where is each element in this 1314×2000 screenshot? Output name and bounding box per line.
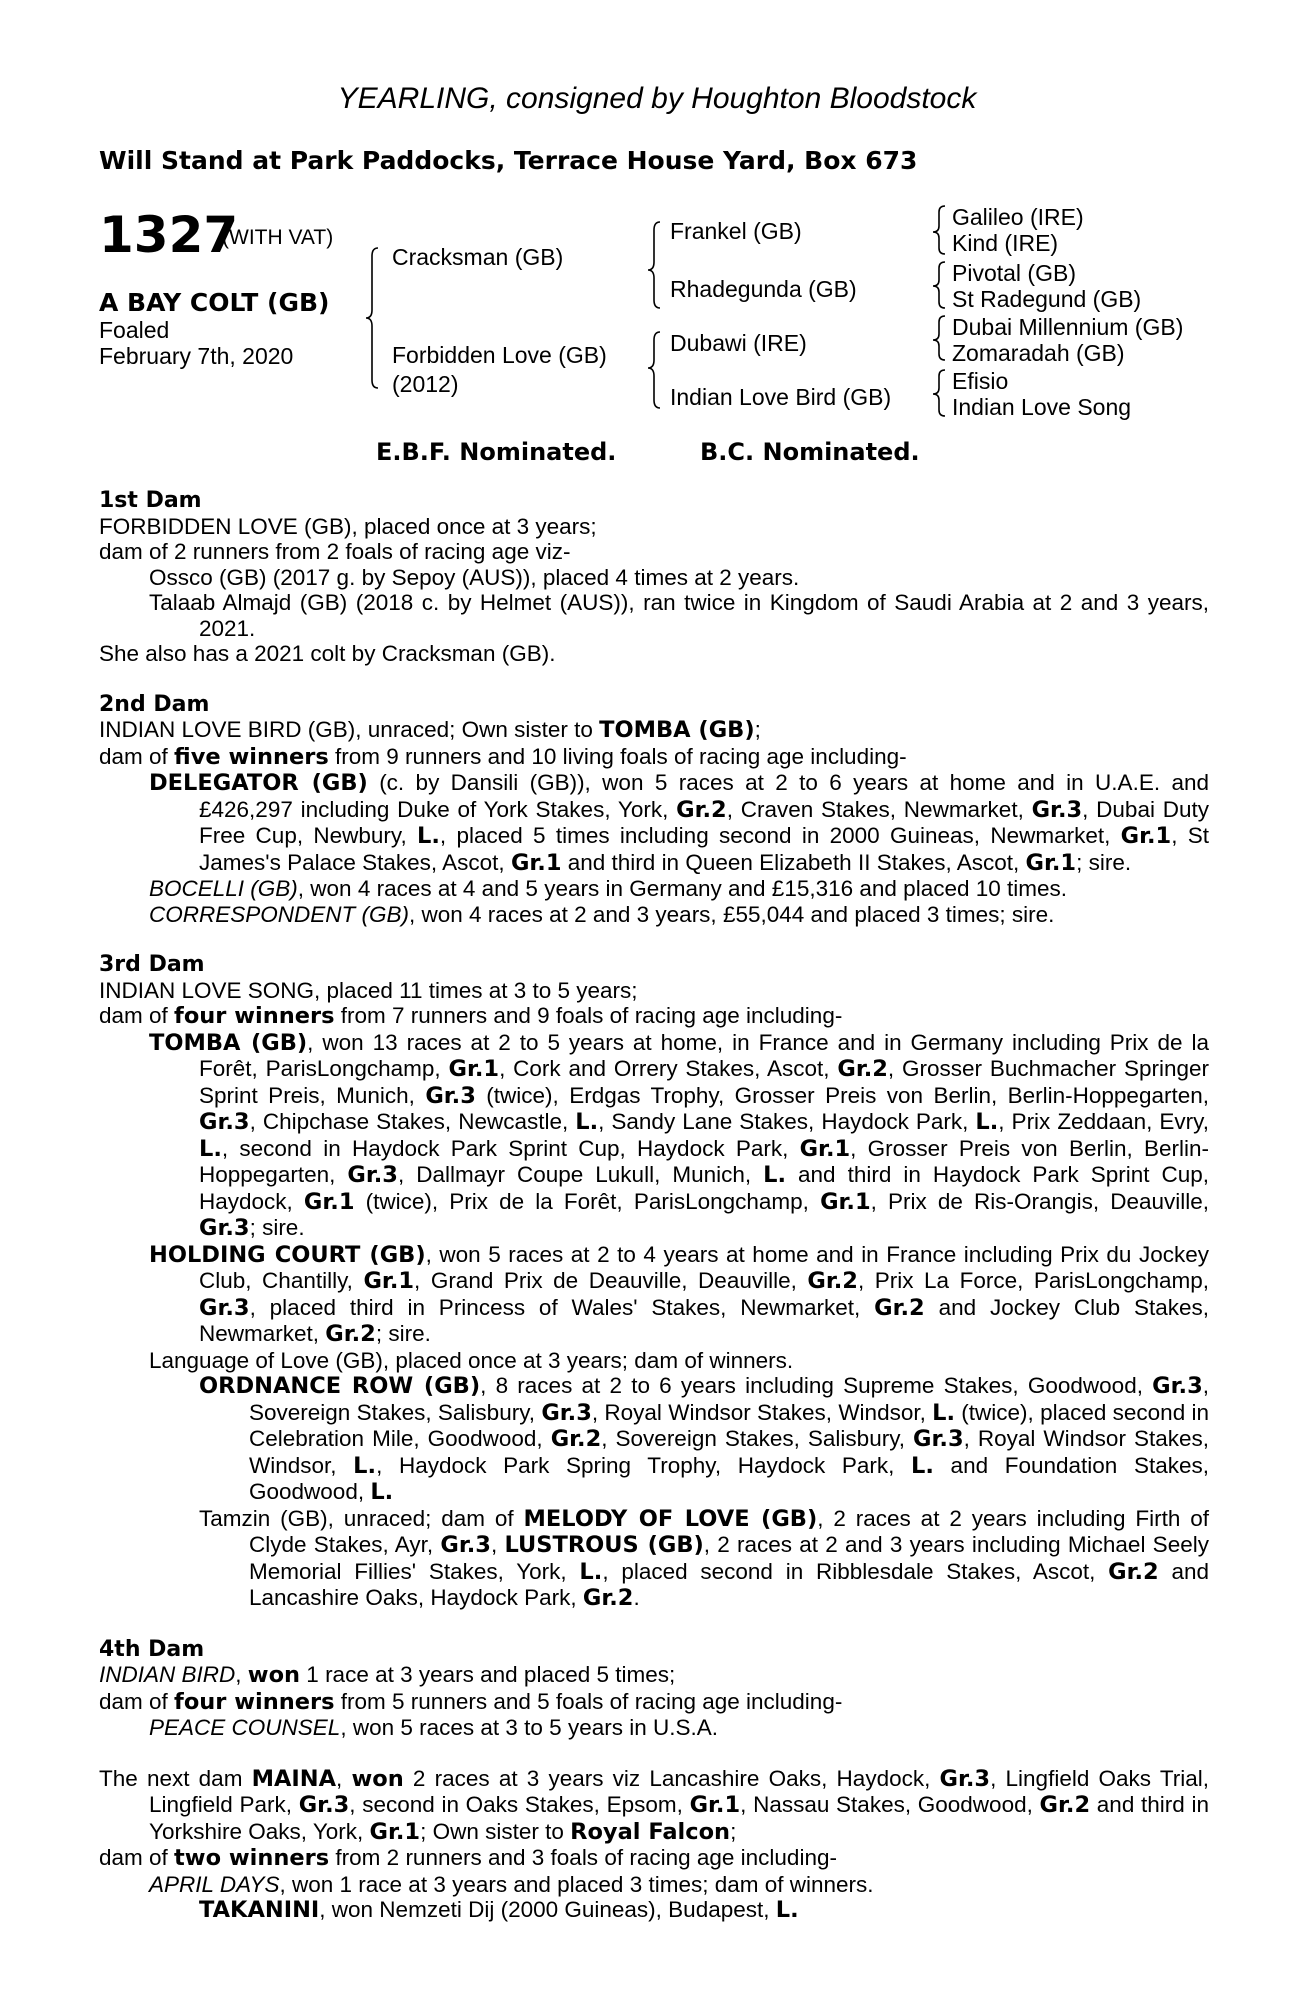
dam-name: Forbidden Love (GB) [392, 342, 607, 368]
entry-holding-court: HOLDING COURT (GB), won 5 races at 2 to 4 years at home and in France including Prix du Jockey Club, Chantilly, Gr.1, Grand Prix de Deauville, Deauville, Gr.2, Prix La Force, ParisLongchamp, Gr.3, placed third in Princess of Wales' Stakes, Newmarket, Gr.2 and Jockey Club Stakes, Newmarket, Gr.2; sire. [149, 1241, 1210, 1347]
grandsire-7: Efisio [952, 368, 1009, 394]
sire-name: Cracksman (GB) [392, 244, 564, 270]
entry-april-days: APRIL DAYS, won 1 race at 3 years and placed 3 times; dam of winners. [149, 1871, 874, 1897]
grandsire-6: Zomaradah (GB) [952, 340, 1125, 366]
entry-takanini: TAKANINI, won Nemzeti Dij (2000 Guineas), Budapest, L. [199, 1897, 799, 1923]
entry-language-of-love: Language of Love (GB), placed once at 3 years; dam of winners. [149, 1347, 794, 1373]
first-dam-heading: 1st Dam [99, 488, 202, 513]
third-dam-produce-line: dam of four winners from 7 runners and 9 foals of racing age including- [99, 1003, 843, 1029]
family-details [99, 488, 1209, 1924]
ebf-nomination: E.B.F. Nominated. [376, 438, 617, 466]
grandsire-3: Pivotal (GB) [952, 260, 1076, 286]
foaled-label: Foaled [99, 317, 170, 343]
first-dam-colt-note: She also has a 2021 colt by Cracksman (GB). [99, 641, 556, 666]
second-dam-produce-line: dam of five winners from 9 runners and 10 living foals of racing age including- [99, 743, 907, 770]
entry-tomba: TOMBA (GB), won 13 races at 2 to 5 years at home, in France and in Germany including Prix de la Forêt, ParisLongchamp, Gr.1, Cork and Orrery Stakes, Ascot, Gr.2, Grosser Buchmacher Springer Sprint Preis, Munich, Gr.3 (twice), Erdgas Trophy, Grosser Preis von Berlin, Berlin-Hoppegarten, Gr.3, Chipchase Stakes, Newcastle, L., Sandy Lane Stakes, Haydock Park, L., Prix Zeddaan, Evry, L., second in Haydock Park Sprint Cup, Haydock Park, Gr.1, Grosser Preis von Berlin, Berlin-Hoppegarten, Gr.3, Dallmayr Coupe Lukull, Munich, L. and third in Haydock Park Sprint Cup, Haydock, Gr.1 (twice), Prix de la Forêt, ParisLongchamp, Gr.1, Prix de Ris-Orangis, Deauville, Gr.3; sire. [149, 1029, 1210, 1241]
fourth-dam-line: INDIAN BIRD, won 1 race at 3 years and placed 5 times; [99, 1662, 676, 1688]
entry-peace-counsel: PEACE COUNSEL, won 5 races at 3 to 5 years in U.S.A. [149, 1715, 718, 1740]
bracket-g2 [933, 262, 945, 308]
bracket-sire-dam [366, 248, 378, 388]
foaled-date: February 7th, 2020 [99, 343, 294, 369]
dam-year: (2012) [392, 371, 459, 397]
bracket-sire-line [648, 222, 660, 308]
sire-dam-name: Rhadegunda (GB) [670, 276, 857, 302]
grandsire-2: Kind (IRE) [952, 230, 1059, 256]
grandsire-5: Dubai Millennium (GB) [952, 314, 1184, 340]
stand-location: Will Stand at Park Paddocks, Terrace House Yard, Box 673 [99, 146, 918, 175]
entry-delegator: DELEGATOR (GB) (c. by Dansili (GB)), won 5 races at 2 to 6 years at home and in U.A.E. and £426,297 including Duke of York Stakes, York, Gr.2, Craven Stakes, Newmarket, Gr.3, Dubai Duty Free Cup, Newbury, L., placed 5 times including second in 2000 Guineas, Newmarket, Gr.1, St James's Palace Stakes, Ascot, Gr.1 and third in Queen Elizabeth II Stakes, Ascot, Gr.1; sire. [149, 770, 1210, 876]
vat-note: (WITH VAT) [222, 226, 334, 249]
consignment-title: YEARLING, consigned by Houghton Bloodstock [337, 82, 977, 115]
first-dam-produce-line: dam of 2 runners from 2 foals of racing age viz- [99, 539, 571, 564]
grandsire-1: Galileo (IRE) [952, 204, 1084, 230]
produce-talaab-almajd: Talaab Almajd (GB) (2018 c. by Helmet (AUS)), ran twice in Kingdom of Saudi Arabia at 2 and 3 years, 2021. [149, 590, 1209, 641]
lot-number: 1327 [99, 206, 239, 264]
sire-sire-name: Frankel (GB) [670, 218, 802, 244]
horse-name: A BAY COLT (GB) [99, 288, 330, 317]
entry-tamzin: Tamzin (GB), unraced; dam of MELODY OF LOVE (GB), 2 races at 2 years including Firth of Clyde Stakes, Ayr, Gr.3, LUSTROUS (GB), 2 races at 2 and 3 years including Michael Seely Memorial Fillies' Stakes, York, L., placed second in Ribblesdale Stakes, Ascot, Gr.2 and Lancashire Oaks, Haydock Park, Gr.2. [199, 1505, 1209, 1611]
second-dam-line: INDIAN LOVE BIRD (GB), unraced; Own sister to TOMBA (GB); [99, 717, 761, 743]
produce-ossco: Ossco (GB) (2017 g. by Sepoy (AUS)), placed 4 times at 2 years. [149, 564, 800, 590]
next-dam-produce-line: dam of two winners from 2 runners and 3 foals of racing age including- [99, 1845, 837, 1871]
bracket-g3 [933, 316, 945, 360]
bracket-dam-line [648, 332, 660, 408]
first-dam-line: FORBIDDEN LOVE (GB), placed once at 3 years; [99, 513, 597, 539]
fourth-dam-produce-line: dam of four winners from 5 runners and 5 foals of racing age including- [99, 1688, 843, 1715]
dam-dam-name: Indian Love Bird (GB) [670, 384, 892, 410]
grandsire-4: St Radegund (GB) [952, 286, 1142, 312]
next-dam-line: The next dam MAINA, won 2 races at 3 years viz Lancashire Oaks, Haydock, Gr.3, Lingfield Oaks Trial, Lingfield Park, Gr.3, second in Oaks Stakes, Epsom, Gr.1, Nassau Stakes, Goodwood, Gr.2 and third in Yorkshire Oaks, York, Gr.1; Own sister to Royal Falcon; [99, 1765, 1209, 1845]
grandsire-8: Indian Love Song [952, 394, 1132, 420]
fourth-dam-heading: 4th Dam [99, 1636, 205, 1662]
bracket-g1 [933, 206, 945, 254]
bc-nomination: B.C. Nominated. [700, 438, 920, 466]
dam-sire-name: Dubawi (IRE) [670, 330, 807, 356]
entry-bocelli: BOCELLI (GB), won 4 races at 4 and 5 years in Germany and £15,316 and placed 10 times. [149, 876, 1068, 901]
bracket-g4 [933, 370, 945, 416]
second-dam-heading: 2nd Dam [99, 691, 210, 717]
entry-correspondent: CORRESPONDENT (GB), won 4 races at 2 and 3 years, £55,044 and placed 3 times; sire. [149, 901, 1055, 927]
third-dam-line: INDIAN LOVE SONG, placed 11 times at 3 to 5 years; [99, 977, 638, 1003]
entry-ordnance-row: ORDNANCE ROW (GB), 8 races at 2 to 6 years including Supreme Stakes, Goodwood, Gr.3, Sovereign Stakes, Salisbury, Gr.3, Royal Windsor Stakes, Windsor, L. (twice), placed second in Celebration Mile, Goodwood, Gr.2, Sovereign Stakes, Salisbury, Gr.3, Royal Windsor Stakes, Windsor, L., Haydock Park Spring Trophy, Haydock Park, L. and Foundation Stakes, Goodwood, L. [199, 1373, 1209, 1505]
pedigree-brackets [0, 0, 1314, 460]
third-dam-heading: 3rd Dam [99, 952, 205, 977]
